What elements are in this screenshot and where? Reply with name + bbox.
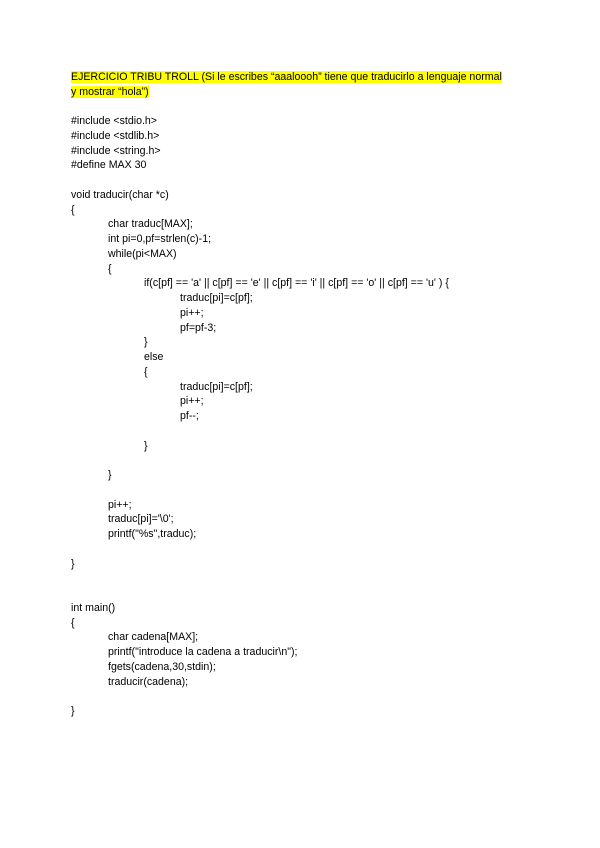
code-line: int pi=0,pf=strlen(c)-1; bbox=[108, 233, 212, 245]
code-line bbox=[71, 424, 541, 439]
code-line: else bbox=[144, 351, 164, 363]
code-line bbox=[71, 571, 541, 586]
code-line: { bbox=[144, 365, 148, 378]
code-line bbox=[71, 586, 541, 601]
exercise-title bbox=[71, 70, 541, 100]
code-line: traduc[pi]='\0'; bbox=[108, 513, 174, 526]
code-line: } bbox=[71, 705, 75, 717]
code-line: fgets(cadena,30,stdin); bbox=[108, 660, 216, 673]
code-line: #define MAX 30 bbox=[71, 159, 147, 172]
code-line: pi++; bbox=[108, 498, 132, 511]
title-line-1: EJERCICIO TRIBU TROLL (Si le escribes “aaaloooh” tiene que traducirlo a lenguaje normal bbox=[71, 71, 502, 83]
code-line: int main() bbox=[71, 601, 116, 614]
code-line bbox=[71, 483, 541, 498]
code-line: pi++; bbox=[180, 395, 204, 408]
code-line bbox=[71, 689, 541, 704]
code-line: } bbox=[144, 336, 148, 349]
code-line: traduc[pi]=c[pf]; bbox=[180, 380, 253, 393]
code-listing bbox=[71, 114, 541, 719]
code-line: #include <string.h> bbox=[71, 144, 161, 157]
code-line: } bbox=[71, 557, 75, 570]
code-line: if(c[pf] == 'a' || c[pf] == 'e' || c[pf] == 'i' || c[pf] == 'o' || c[pf] == 'u' ) { bbox=[144, 277, 449, 290]
code-line bbox=[71, 542, 541, 557]
code-line: printf("introduce la cadena a traducir\n"); bbox=[108, 646, 298, 658]
code-line: { bbox=[71, 203, 75, 216]
code-line: char cadena[MAX]; bbox=[108, 631, 199, 644]
code-line: printf("%s",traduc); bbox=[108, 528, 197, 540]
code-line: traducir(cadena); bbox=[108, 675, 189, 688]
code-line: char traduc[MAX]; bbox=[108, 218, 193, 231]
code-line: } bbox=[108, 469, 112, 481]
code-line: { bbox=[71, 616, 75, 629]
code-line: #include <stdlib.h> bbox=[71, 129, 160, 142]
code-line bbox=[71, 453, 541, 468]
title-line-2: y mostrar “hola”) bbox=[71, 85, 149, 98]
code-line: { bbox=[108, 262, 112, 275]
code-line: traduc[pi]=c[pf]; bbox=[180, 292, 253, 304]
code-line: pf--; bbox=[180, 410, 199, 422]
code-line bbox=[71, 173, 541, 188]
code-line: #include <stdio.h> bbox=[71, 115, 157, 127]
code-line: pi++; bbox=[180, 306, 204, 319]
code-line: } bbox=[144, 439, 148, 452]
code-line: void traducir(char *c) bbox=[71, 188, 169, 201]
code-line: pf=pf-3; bbox=[180, 321, 217, 334]
code-line: while(pi<MAX) bbox=[108, 247, 177, 260]
